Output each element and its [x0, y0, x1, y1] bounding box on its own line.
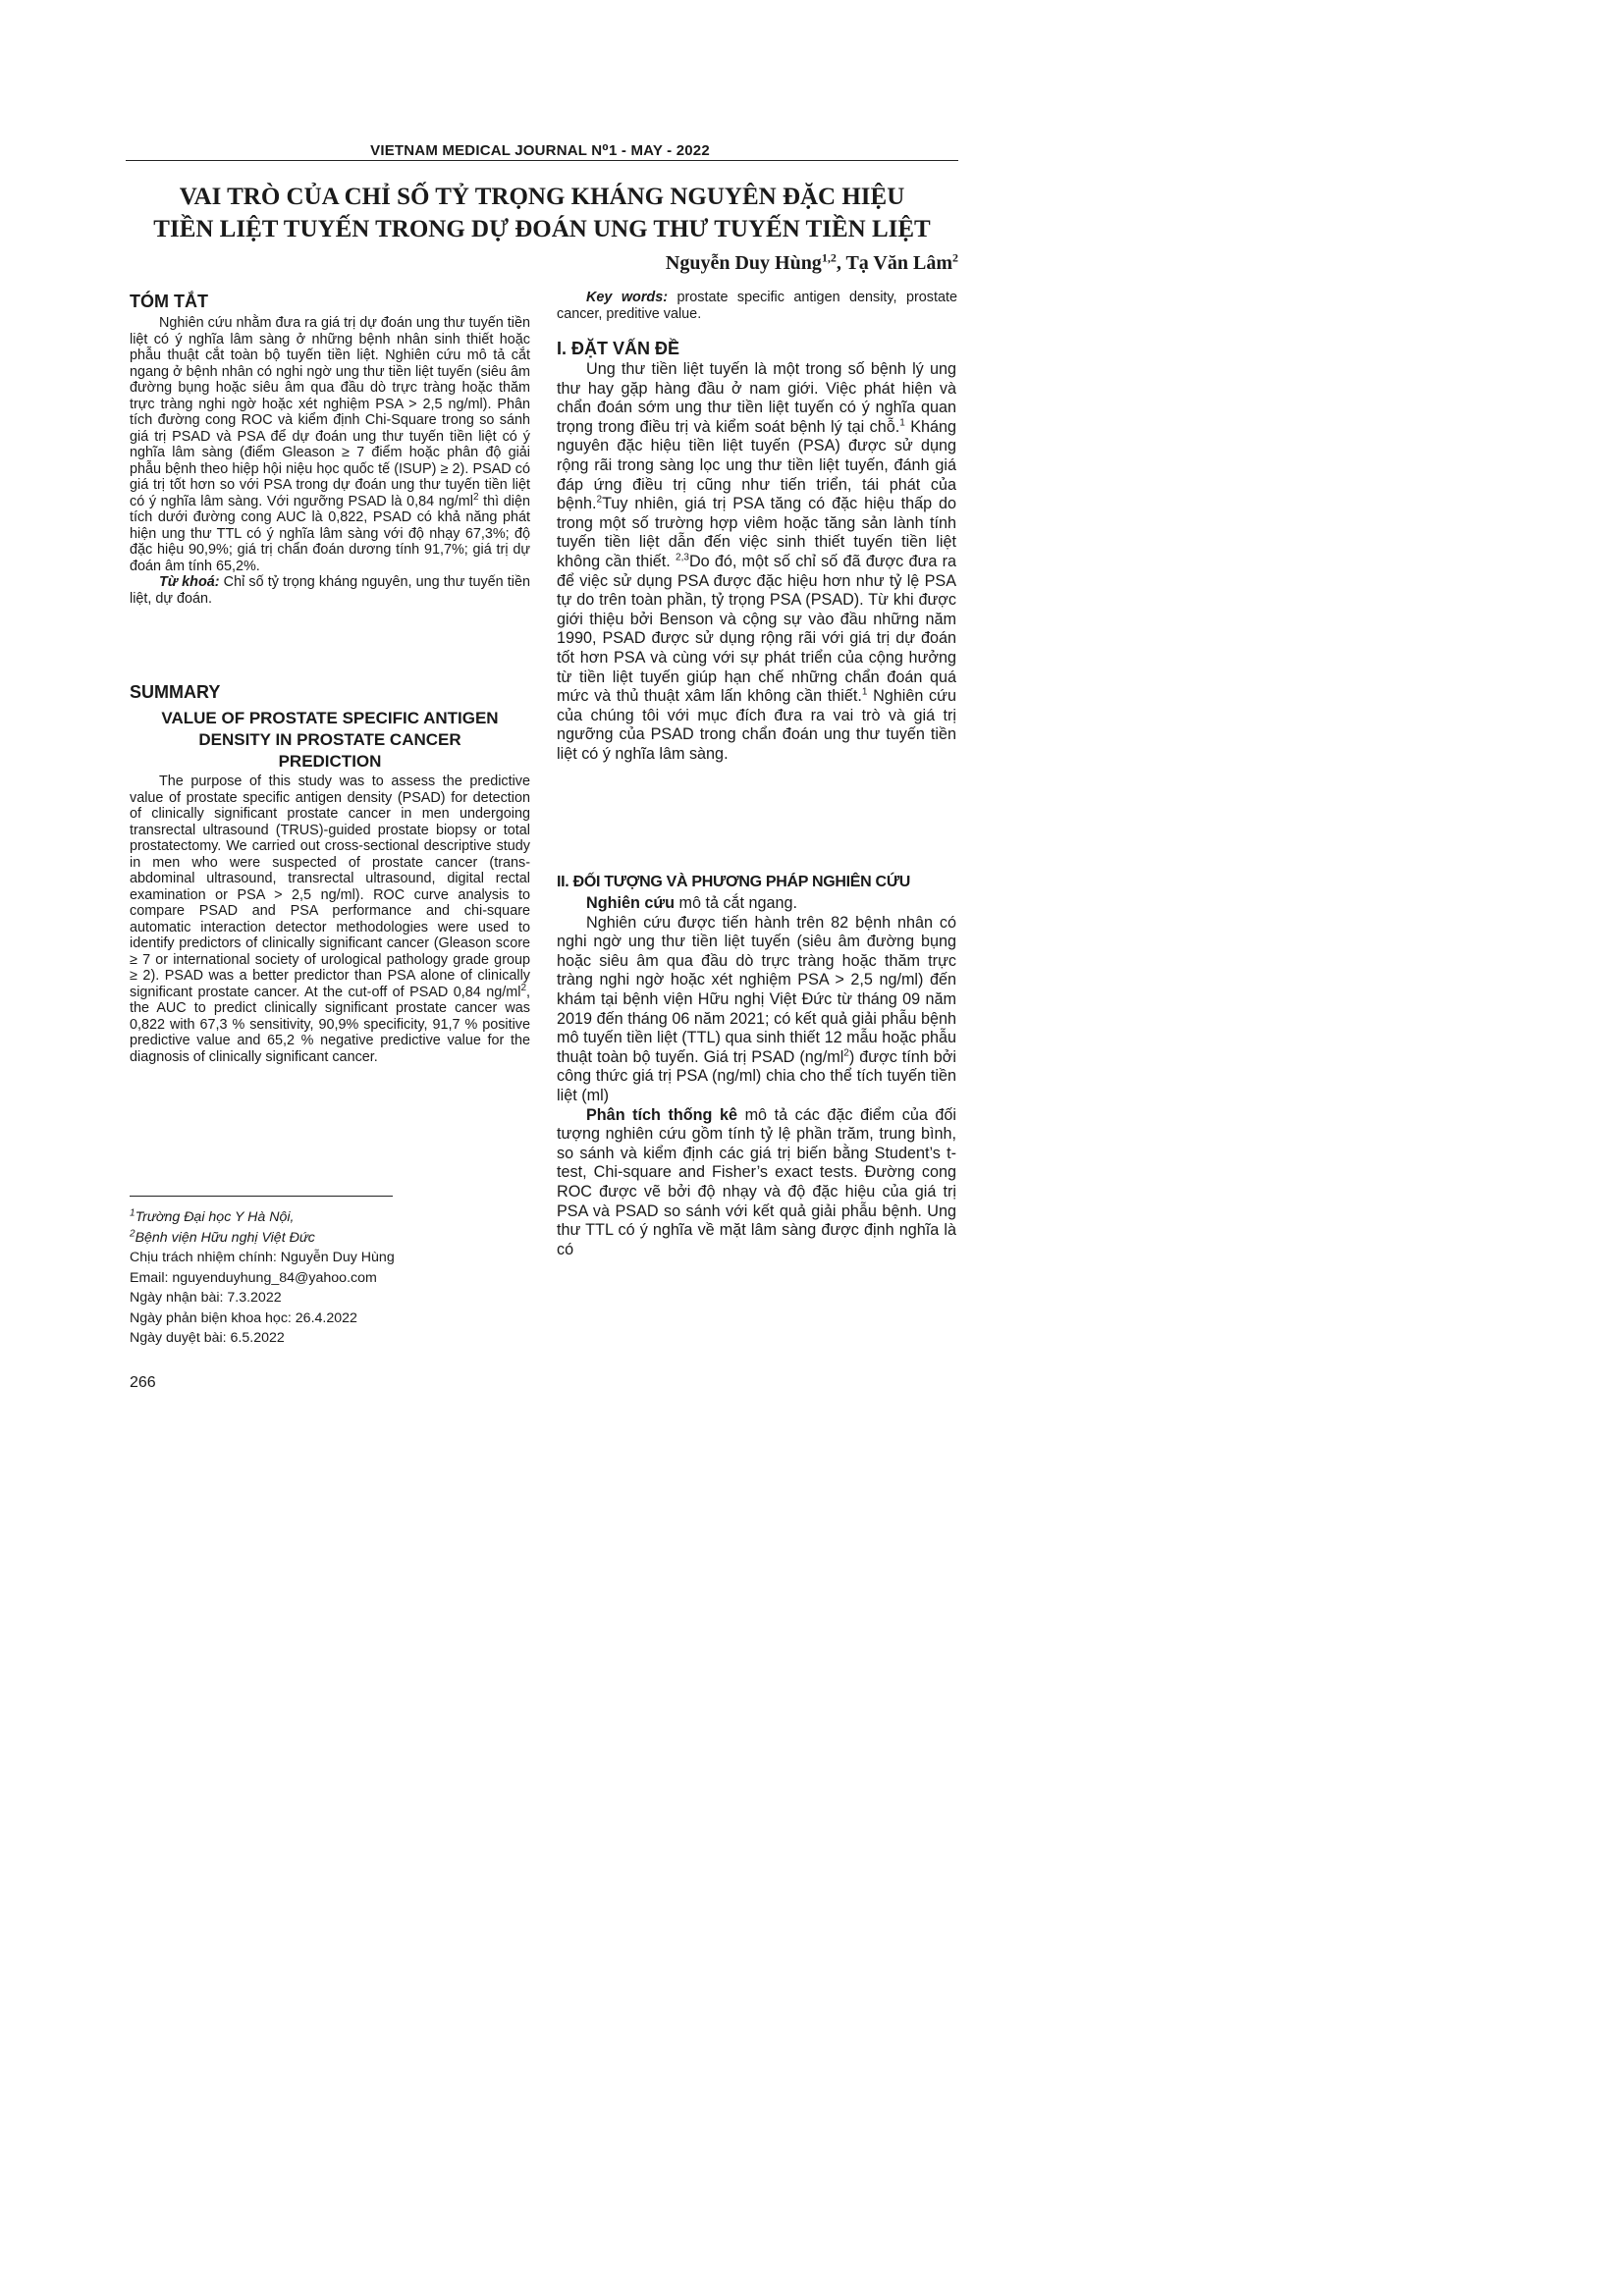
section-2-body — [557, 894, 956, 1259]
footnote-affiliation-2: $^2$Bệnh viện Hữu nghị Việt Đức — [130, 1227, 315, 1246]
summary-paragraph: The purpose of this study was to assess the predictive value of prostate specific antigen density (PSAD) for detection of clinically significant prostate cancer in men undergoing transrectal ultrasound (TRUS)-guided prostate biopsy or total prostatectomy. We carried out cross-sectional descriptive study in men who were suspected of prostate cancer (trans-abdominal ultrasound, transrectal ultrasound, digital rectal examination or PSA > 2,5 ng/ml). ROC curve analysis to compare PSAD and PSA performance and chi-square automatic interaction detector methodologies were used to identify predictors of clinically significant cancer (Gleason score ≥ 7 or international society of urological pathology grade group ≥ 2). PSAD was a better predictor than PSA alone of clinically significant prostate cancer. At the cut-off of PSAD 0,84 $ng/ml^2$, the AUC to predict clinically significant prostate cancer was 0,822 with 67,3 % sensitivity, 90,9% specificity, 91,7 % positive predictive value and 65,2 % negative predictive value for the diagnosis of clinically significant cancer. — [130, 774, 530, 1065]
summary-heading: SUMMARY — [130, 682, 221, 702]
footnote-accepted: Ngày duyệt bài: 6.5.2022 — [130, 1330, 285, 1346]
section-2-paragraph-2: Nghiên cứu được tiến hành trên 82 bệnh nhân có nghi ngờ ung thư tiền liệt tuyến (siêu âm đường bụng hoặc siêu âm qua đầu dò trực tràng hoặc thăm trực tràng nghi ngờ hoặc xét nghiệm PSA > 2,5 ng/ml) đến khám tại bệnh viện Hữu nghị Việt Đức từ tháng 09 năm 2019 đến tháng 06 năm 2021; có kết quả giải phẫu bệnh mô tuyến tiền liệt (TTL) qua sinh thiết 12 mẫu hoặc phẫu thuật toàn bộ tuyến. Giá trị PSAD $(ng/ml^2)$ được tính bởi công thức giá trị PSA (ng/ml) chia cho thể tích tuyến tiền liệt (ml) — [557, 913, 956, 1104]
section-1-paragraph: Ung thư tiền liệt tuyến là một trong số bệnh lý ung thư hay gặp hàng đầu ở nam giới. Việc phát hiện và chẩn đoán sớm ung thư tiền liệt tuyến có ý nghĩa quan trọng trong điều trị và kiểm soát bệnh lý tại chỗ.$^1$ Kháng nguyên đặc hiệu tiền liệt tuyến (PSA) được sử dụng rộng rãi trong sàng lọc ung thư tiền liệt tuyến, đánh giá đáp ứng điều trị cũng như tiến triển, tái phát của bệnh.$^2$Tuy nhiên, giá trị PSA tăng có đặc hiệu thấp do trong một số trường hợp viêm hoặc tăng sản lành tính tuyến tiền liệt dẫn đến việc sinh thiết tuyến tiền liệt không cần thiết. $^{2,3}$Do đó, một số chỉ số đã được đưa ra để việc sử dụng PSA được đặc hiệu hơn như tỷ lệ PSA tự do trên toàn phần, tỷ trọng PSA (PSAD). Từ khi được giới thiệu bởi Benson và cộng sự vào đầu những năm 1990, PSAD được sử dụng rộng rãi với giá trị dự đoán tốt hơn PSA và cùng với sự phát triển của cộng hưởng từ tiền liệt tuyến giúp hạn chế những chẩn đoán quá mức và thủ thuật xâm lấn không cần thiết.$^1$ Nghiên cứu của chúng tôi với mục đích đưa ra vai trò và giá trị ngưỡng của PSAD trong chẩn đoán ung thư tuyến tiền liệt có ý nghĩa lâm sàng. — [557, 360, 956, 763]
keywords-en: Key words: prostate specific antigen density, prostate cancer, preditive value. — [557, 290, 957, 322]
author-2: Tạ Văn Lâm — [845, 252, 952, 274]
section-2-paragraph-1: Nghiên cứu mô tả cắt ngang. — [586, 894, 798, 912]
abstract-vi-body — [130, 315, 530, 607]
footnote-rule — [130, 1196, 393, 1197]
authors — [666, 252, 958, 275]
abstract-vi-keywords: Từ khoá: Chỉ số tỷ trọng kháng nguyên, ung thư tuyến tiền liệt, dự đoán. — [130, 574, 530, 607]
title-line-1: VAI TRÒ CỦA CHỈ SỐ TỶ TRỌNG KHÁNG NGUYÊN ĐẶC HIỆU — [179, 184, 905, 210]
abstract-vi-heading: TÓM TẮT — [130, 292, 208, 311]
summary-body — [130, 774, 530, 1065]
author-1-affiliation: 1,2 — [821, 250, 837, 265]
footnote-reviewed: Ngày phản biện khoa học: 26.4.2022 — [130, 1309, 357, 1326]
abstract-vi-paragraph: Nghiên cứu nhằm đưa ra giá trị dự đoán ung thư tuyến tiền liệt có ý nghĩa lâm sàng ở những bệnh nhân sinh thiết hoặc phẫu thuật cắt toàn bộ tuyến tiền liệt. Nghiên cứu mô tả cắt ngang ở bệnh nhân có nghi ngờ ung thư tiền liệt tuyến (siêu âm đường bụng hoặc siêu âm qua đầu dò trực tràng hoặc thăm trực tràng nghi ngờ hoặc xét nghiệm PSA > 2,5 ng/ml). Phân tích đường cong ROC và kiểm định Chi-Square trong so sánh giá trị PSAD và PSA để dự đoán ung thư tuyến tiền liệt có ý nghĩa lâm sàng (điểm Gleason ≥ 7 điểm hoặc phân độ giải phẫu bệnh theo hiệp hội niệu học quốc tế (ISUP) ≥ 2). PSAD có giá trị tốt hơn so với PSA trong dự đoán ung thư tuyến tiền liệt có ý nghĩa lâm sàng. Với ngưỡng PSAD là 0,84 $ng/ml^2$ thì diện tích dưới đường cong AUC là 0,822, PSAD có khả năng phát hiện ung thư TTL có ý nghĩa lâm sàng với độ nhạy 67,3%; độ đặc hiệu 90,9%; giá trị chẩn đoán dương tính 91,7%; giá trị dự đoán âm tính 65,2%. — [130, 315, 530, 574]
header-rule — [126, 160, 958, 161]
section-2-paragraph-3: Phân tích thống kê mô tả các đặc điểm của đối tượng nghiên cứu gồm tính tỷ lệ phần trăm, trung bình, so sánh và kiểm định các giá trị biến bằng Student’s t-test, Chi-square and Fisher’s exact tests. Đường cong ROC được vẽ bởi độ nhạy và độ đặc hiệu của giá trị PSA và PSAD so sánh với kết quả giải phẫu bệnh. Ung thư TTL có ý nghĩa về mặt lâm sàng được định nghĩa là có — [557, 1105, 957, 1258]
article-title — [126, 181, 958, 245]
summary-title: VALUE OF PROSTATE SPECIFIC ANTIGEN DENSITY IN PROSTATE CANCER PREDICTION — [161, 709, 499, 771]
keywords-en-label: Key words: — [586, 290, 669, 305]
section-1-body — [557, 360, 956, 764]
author-2-affiliation: 2 — [952, 250, 958, 265]
title-line-2: TIỀN LIỆT TUYẾN TRONG DỰ ĐOÁN UNG THƯ TUYẾN TIỀN LIỆT — [153, 216, 931, 242]
footnote-email: Email: nguyenduyhung_84@yahoo.com — [130, 1269, 377, 1286]
author-separator: , — [836, 252, 846, 274]
footnote-affiliation-1: $^1$Trường Đại học Y Hà Nội, — [130, 1207, 295, 1225]
footnotes — [130, 1207, 395, 1349]
keywords-vi-label: Từ khoá: — [159, 574, 220, 590]
footnote-corresponding: Chịu trách nhiệm chính: Nguyễn Duy Hùng — [130, 1250, 395, 1265]
journal-header: VIETNAM MEDICAL JOURNAL N⁰1 - MAY - 2022 — [370, 142, 710, 159]
footnote-received: Ngày nhận bài: 7.3.2022 — [130, 1290, 282, 1306]
page-number: 266 — [130, 1374, 156, 1391]
section-2-heading: II. ĐỐI TƯỢNG VÀ PHƯƠNG PHÁP NGHIÊN CỨU — [557, 874, 911, 890]
author-1: Nguyễn Duy Hùng — [665, 252, 822, 274]
section-1-heading: I. ĐẶT VẤN ĐỀ — [557, 339, 680, 358]
